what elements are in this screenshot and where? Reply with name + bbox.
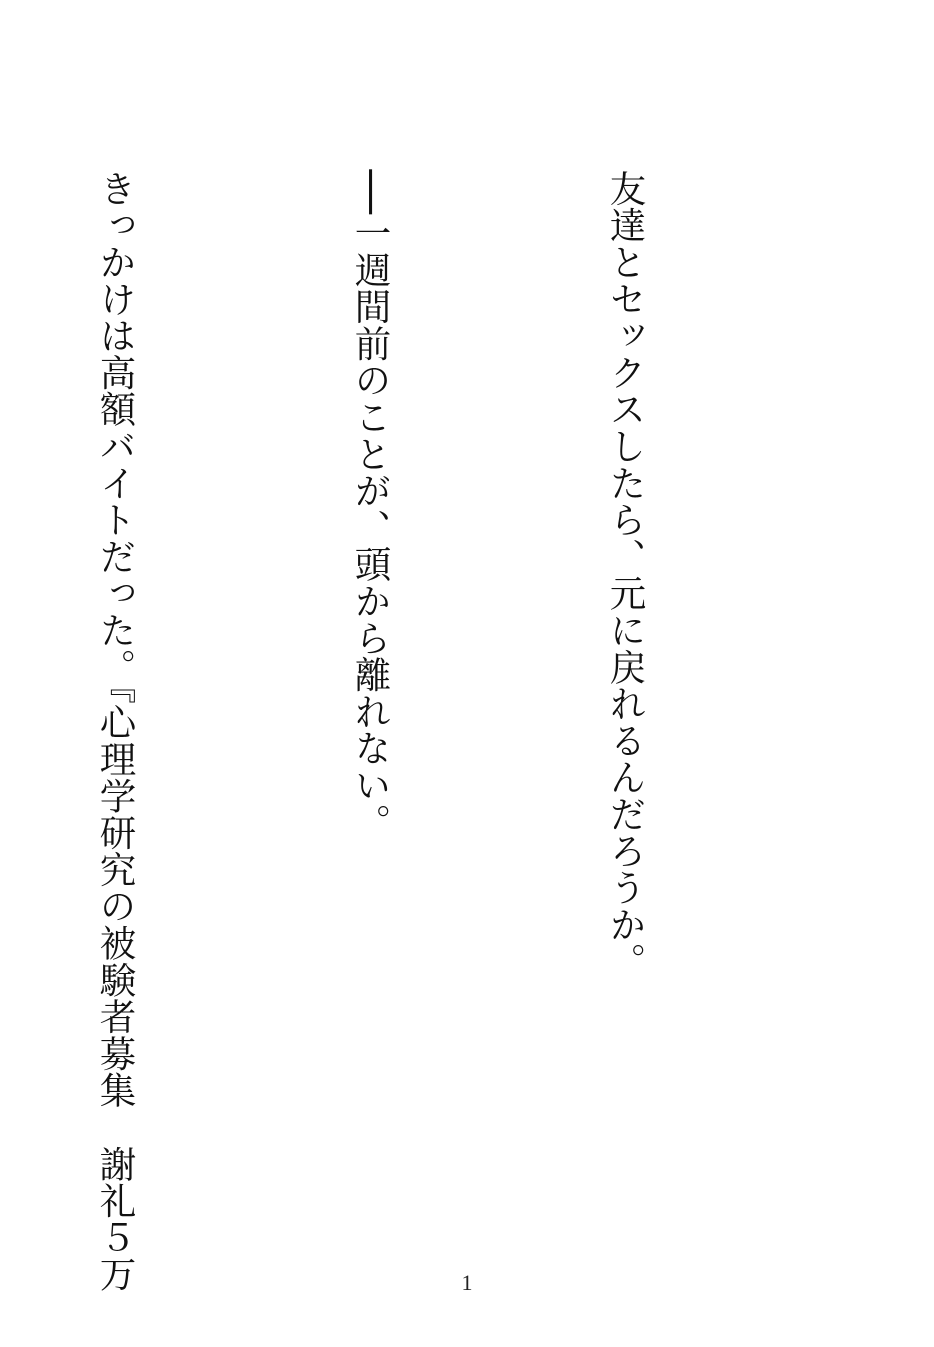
- text-line: 友達とセックスしたら、元に戻れるんだろうか。: [604, 133, 647, 980]
- body-text: [0, 133, 838, 1293]
- text-line: きっかけは高額バイトだった。『心理学研究の被験者募集 謝礼５万: [94, 133, 137, 1293]
- text-line: ──一週間前のことが、頭から離れない。: [349, 133, 392, 840]
- page-number: 1: [461, 1270, 473, 1295]
